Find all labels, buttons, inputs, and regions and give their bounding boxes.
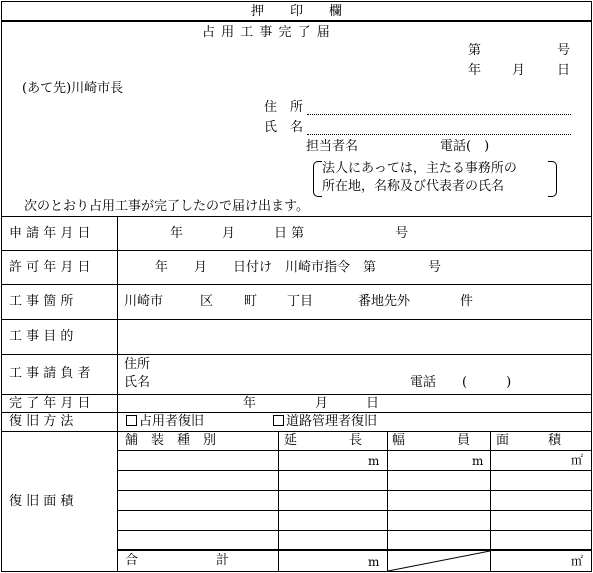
note-bracket-right — [548, 161, 557, 197]
completion-year: 年 — [243, 396, 257, 411]
row-line — [1, 250, 592, 251]
row-line — [1, 431, 592, 432]
header-width: 幅 員 — [392, 433, 471, 448]
header-pavement-type: 舗 装 種 別 — [125, 433, 217, 448]
total-label: 合 計 — [125, 553, 230, 568]
work-location-ken: 件 — [460, 294, 474, 309]
form-title: 占 用 工 事 完 了 届 — [202, 25, 331, 40]
row-line — [1, 319, 592, 320]
restoration-option-1-label: 占用者復旧 — [139, 414, 205, 429]
contractor-name: 氏名 — [124, 375, 151, 390]
phone-label: 電話( ) — [440, 139, 490, 154]
total-unit-extension: m — [368, 555, 380, 569]
work-location-machi: 町 — [244, 294, 258, 309]
unit-width: m — [472, 454, 484, 468]
purpose-label: 工 事 目 的 — [9, 329, 74, 344]
restoration-area-label: 復 旧 面 積 — [9, 494, 74, 509]
restoration-method-label: 復 旧 方 法 — [9, 414, 74, 429]
contractor-label: 工 事 請 負 者 — [9, 366, 91, 381]
contact-person-label: 担当者名 — [306, 139, 359, 154]
row-line — [1, 354, 592, 355]
row-line — [1, 284, 592, 285]
contractor-address: 住所 — [124, 357, 151, 372]
note-bracket-left — [313, 161, 322, 197]
row-line — [1, 412, 592, 413]
border-bottom — [1, 571, 592, 572]
checkbox-icon[interactable] — [126, 415, 137, 426]
completion-day: 日 — [366, 396, 380, 411]
addressee: (あて先)川崎市長 — [22, 81, 124, 96]
restoration-option-occupant[interactable] — [126, 415, 204, 428]
stamp-divider — [1, 20, 592, 22]
work-location-label: 工 事 箇 所 — [9, 294, 74, 309]
table-row-line — [117, 549, 592, 551]
date-day: 日 — [557, 63, 571, 78]
completion-date-label: 完 了 年 月 日 — [9, 396, 91, 411]
permit-date-label: 許 可 年 月 日 — [9, 260, 91, 275]
table-row-line — [117, 530, 592, 531]
name-field[interactable] — [307, 134, 571, 135]
work-location-banchi: 番地先外 — [358, 294, 411, 309]
row-line — [1, 394, 592, 395]
restoration-option-manager[interactable] — [273, 415, 377, 428]
corporate-note-line1: 法人にあっては，主たる事務所の — [322, 161, 517, 176]
row-line — [1, 216, 592, 217]
number-dai: 第 — [468, 43, 482, 58]
permit-date-value[interactable]: 年 月 日付け 川崎市指令 第 号 — [155, 260, 442, 275]
unit-area: ㎡ — [571, 453, 584, 467]
work-location-city: 川崎市 — [124, 294, 164, 309]
address-label: 住 所 — [264, 100, 304, 115]
total-unit-area: ㎡ — [571, 554, 584, 568]
label-divider — [117, 216, 118, 572]
restoration-option-2-label: 道路管理者復旧 — [286, 414, 378, 429]
contractor-phone: 電話 ( ) — [410, 375, 512, 390]
date-month: 月 — [512, 63, 526, 78]
application-date-value[interactable]: 年 月 日 第 号 — [170, 226, 409, 241]
intro-text: 次のとおり占用工事が完了したので届け出ます。 — [24, 199, 309, 214]
number-go: 号 — [557, 43, 571, 58]
border-right — [591, 1, 592, 572]
header-extension: 延 長 — [284, 433, 363, 448]
work-location-chome: 丁目 — [287, 294, 314, 309]
border-top — [1, 1, 592, 2]
table-row-line — [117, 490, 592, 491]
border-left — [1, 1, 2, 572]
table-row-line — [117, 470, 592, 471]
corporate-note-line2: 所在地，名称及び代表者の氏名 — [322, 179, 505, 194]
name-label: 氏 名 — [264, 120, 304, 135]
date-year: 年 — [468, 63, 482, 78]
completion-month: 月 — [315, 396, 329, 411]
unit-extension: m — [368, 454, 380, 468]
checkbox-icon[interactable] — [273, 415, 284, 426]
application-date-label: 申 請 年 月 日 — [9, 226, 91, 241]
stamp-column-label: 押 印 欄 — [250, 4, 342, 19]
table-row-line — [117, 450, 592, 451]
total-width-diagonal — [388, 551, 490, 572]
address-field[interactable] — [307, 114, 571, 115]
work-location-ku: 区 — [200, 294, 214, 309]
header-area: 面 積 — [496, 433, 562, 448]
table-row-line — [117, 510, 592, 511]
